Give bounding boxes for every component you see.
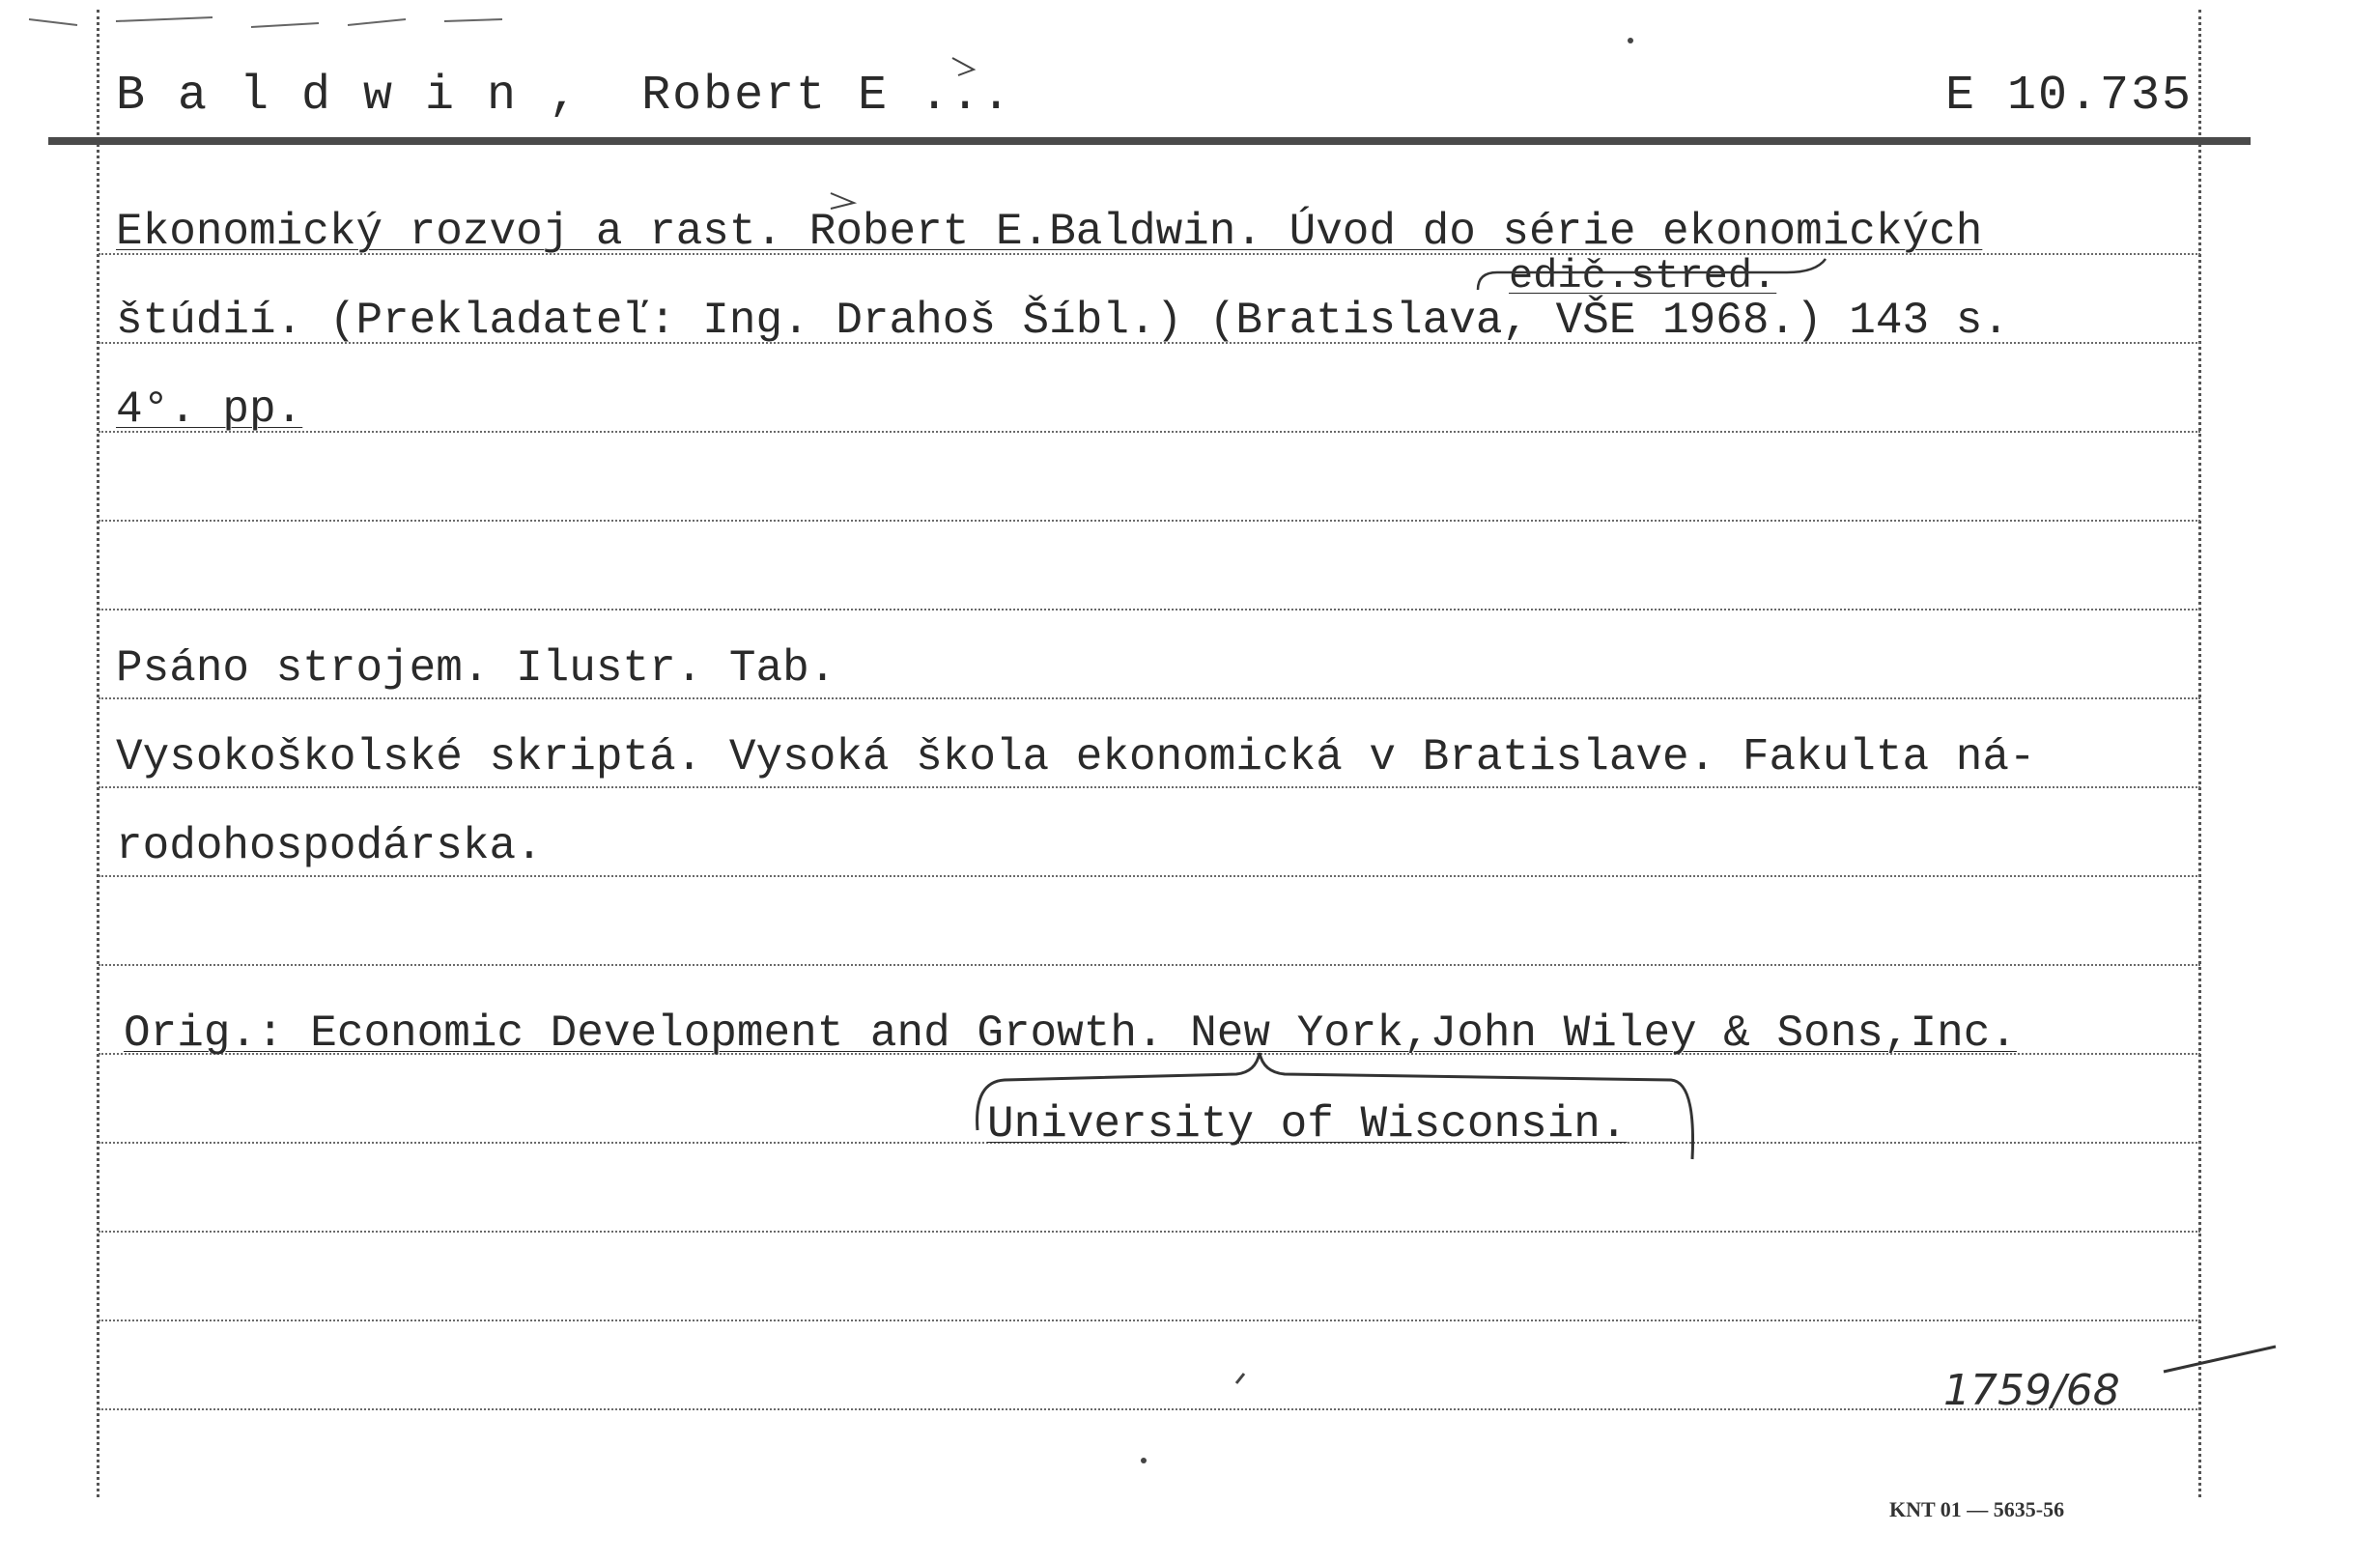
right-margin-line [2198,10,2201,1497]
left-margin-line [97,10,99,1497]
dot-mark [1628,38,1633,43]
ruled-line [99,786,2200,788]
tick-mark [1236,1374,1244,1383]
ruled-line [99,431,2200,433]
accession-number: 1759/68 [1943,1366,2120,1415]
ruled-line [99,1231,2200,1233]
heading-rule [48,137,2251,145]
original-title: Orig.: Economic Development and Growth. New York,John Wiley & Sons,Inc. [124,1008,2017,1059]
heading-author: B a l d w i n , Robert E ... [116,69,1013,124]
top-scribble [29,17,502,27]
ruled-line [99,520,2200,522]
call-number: E 10.735 [1945,69,2194,124]
original-addition: University of Wisconsin. [987,1099,1628,1149]
ruled-line [99,875,2200,877]
dot-mark [1141,1458,1147,1463]
title-line-1: Ekonomický rozvoj a rast. Robert E.Baldwin. Úvod do série ekonomických [116,207,1983,257]
accession-stroke [2164,1347,2276,1372]
note-series-2: rodohospodárska. [116,821,543,871]
title-line-3: 4°. pp. [116,384,303,435]
ruled-line [99,964,2200,966]
edition-note: edič.stred. [1509,253,1777,299]
form-code: KNT 01 — 5635-56 [1889,1497,2065,1521]
ruled-line [99,697,2200,699]
ruled-line [99,1408,2200,1410]
ruled-line [99,609,2200,610]
ruled-line [99,1320,2200,1321]
note-series-1: Vysokoškolské skriptá. Vysoká škola ekonomická v Bratislave. Fakulta ná- [116,732,2036,782]
note-typescript: Psáno strojem. Ilustr. Tab. [116,643,836,694]
title-line-2: štúdií. (Prekladateľ: Ing. Drahoš Šíbl.) (Bratislava, VŠE 1968.) 143 s. [116,296,2009,346]
